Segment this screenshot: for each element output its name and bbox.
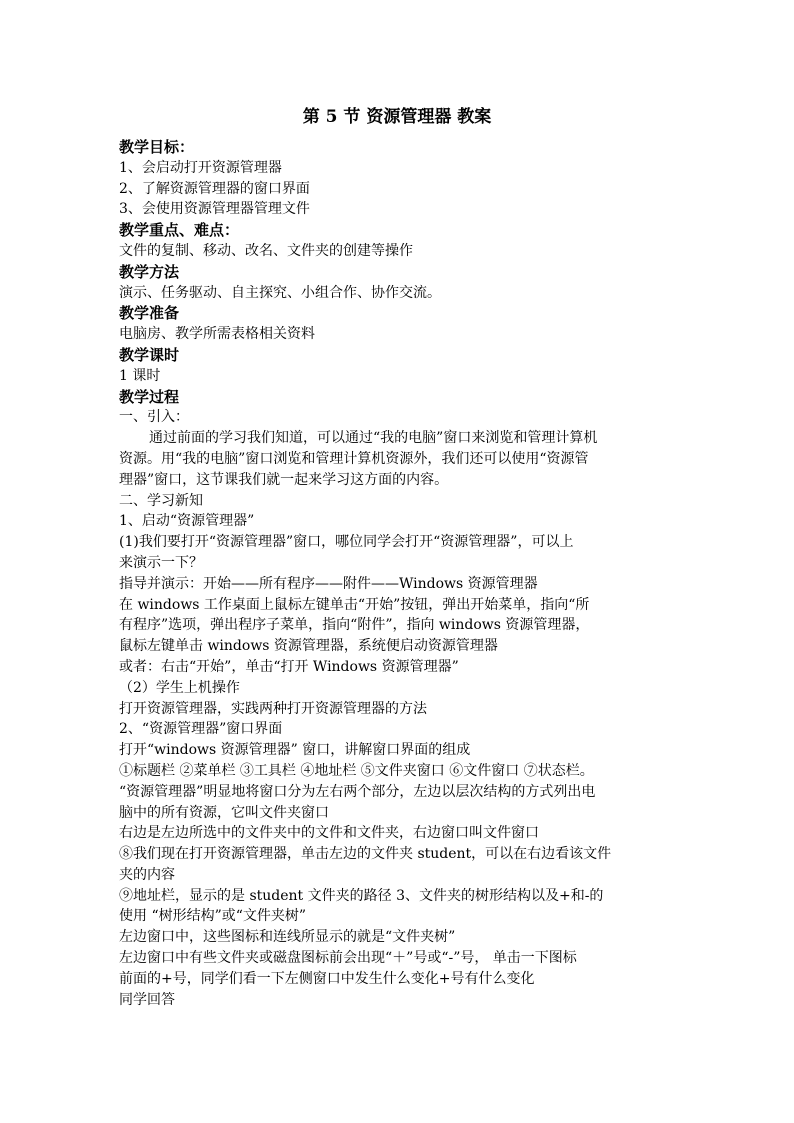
body-line: ①标题栏 ②菜单栏 ③工具栏 ④地址栏 ⑤文件夹窗口 ⑥文件窗口 ⑦状态栏。 xyxy=(119,762,594,779)
body-line: 1 课时 xyxy=(119,367,161,384)
section-heading: 教学准备 xyxy=(119,304,180,323)
body-line: 理器”窗口，这节课我们就一起来学习这方面的内容。 xyxy=(119,471,449,488)
section-heading: 教学目标： xyxy=(119,138,195,156)
body-line: 在 windows 工作桌面上鼠标左键单击“开始”按钮，弹出开始菜单，指向“所 xyxy=(119,596,590,613)
body-line: 指导并演示：开始——所有程序——附件——Windows 资源管理器 xyxy=(119,575,538,592)
document-body xyxy=(119,137,679,1010)
body-line: 或者：右击“开始”，单击“打开 Windows 资源管理器” xyxy=(119,658,459,675)
body-line: 来演示一下？ xyxy=(119,554,203,571)
body-line: 文件的复制、移动、改名、文件夹的创建等操作 xyxy=(119,242,413,259)
body-line: 2、“资源管理器”窗口界面 xyxy=(119,721,283,738)
body-line: 夹的内容 xyxy=(119,866,175,883)
body-line: 资源。用“我的电脑”窗口浏览和管理计算机资源外，我们还可以使用“资源管 xyxy=(119,450,589,467)
section-heading: 教学方法 xyxy=(119,262,180,281)
body-line: 演示、任务驱动、自主探究、小组合作、协作交流。 xyxy=(119,284,441,301)
body-line: ⑧我们现在打开资源管理器，单击左边的文件夹 student，可以在右边看该文件 xyxy=(119,846,612,863)
body-line: 脑中的所有资源，它叫文件夹窗口 xyxy=(119,804,329,821)
section-heading: 教学重点、难点： xyxy=(119,221,240,240)
body-line: 一、引入： xyxy=(119,409,189,426)
body-line: (1)我们要打开“资源管理器”窗口，哪位同学会打开“资源管理器”，可以上 xyxy=(119,534,574,551)
body-line: 同学回答 xyxy=(119,991,175,1008)
body-line: 有程序”选项，弹出程序子菜单，指向“附件”，指向 windows 资源管理器， xyxy=(119,617,590,634)
body-line: ⑨地址栏，显示的是 student 文件夹的路径 3、文件夹的树形结构以及+和-的 xyxy=(119,887,604,904)
body-line: 使用 “树形结构”或“文件夹树” xyxy=(119,908,307,925)
body-line: 前面的+号，同学们看一下左侧窗口中发生什么变化+号有什么变化 xyxy=(119,970,535,987)
body-line: 打开“windows 资源管理器” 窗口，讲解窗口界面的组成 xyxy=(119,742,471,759)
body-line: “资源管理器”明显地将窗口分为左右两个部分，左边以层次结构的方式列出电 xyxy=(119,783,596,800)
body-line: 右边是左边所选中的文件夹中的文件和文件夹，右边窗口叫文件窗口 xyxy=(119,825,539,842)
body-line: 电脑房、教学所需表格相关资料 xyxy=(119,326,315,343)
body-line: 3、会使用资源管理器管理文件 xyxy=(119,201,310,218)
body-line: 通过前面的学习我们知道，可以通过“我的电脑”窗口来浏览和管理计算机 xyxy=(149,430,598,447)
body-line: （2）学生上机操作 xyxy=(119,679,240,696)
section-heading: 教学过程 xyxy=(119,387,180,406)
body-line: 左边窗口中，这些图标和连线所显示的就是“文件夹树” xyxy=(119,929,456,946)
body-line: 左边窗口中有些文件夹或磁盘图标前会出现“＋”号或“-”号， 单击一下图标 xyxy=(119,950,577,967)
body-line: 1、启动“资源管理器” xyxy=(119,513,255,530)
section-heading: 教学课时 xyxy=(119,345,180,364)
body-line: 打开资源管理器，实践两种打开资源管理器的方法 xyxy=(119,700,427,717)
body-line: 1、会启动打开资源管理器 xyxy=(119,159,282,176)
body-line: 二、学习新知 xyxy=(119,492,203,509)
body-line: 2、了解资源管理器的窗口界面 xyxy=(119,180,310,197)
document-title: 第 5 节 资源管理器 教案 xyxy=(302,107,492,127)
body-line: 鼠标左键单击 windows 资源管理器，系统便启动资源管理器 xyxy=(119,638,498,655)
